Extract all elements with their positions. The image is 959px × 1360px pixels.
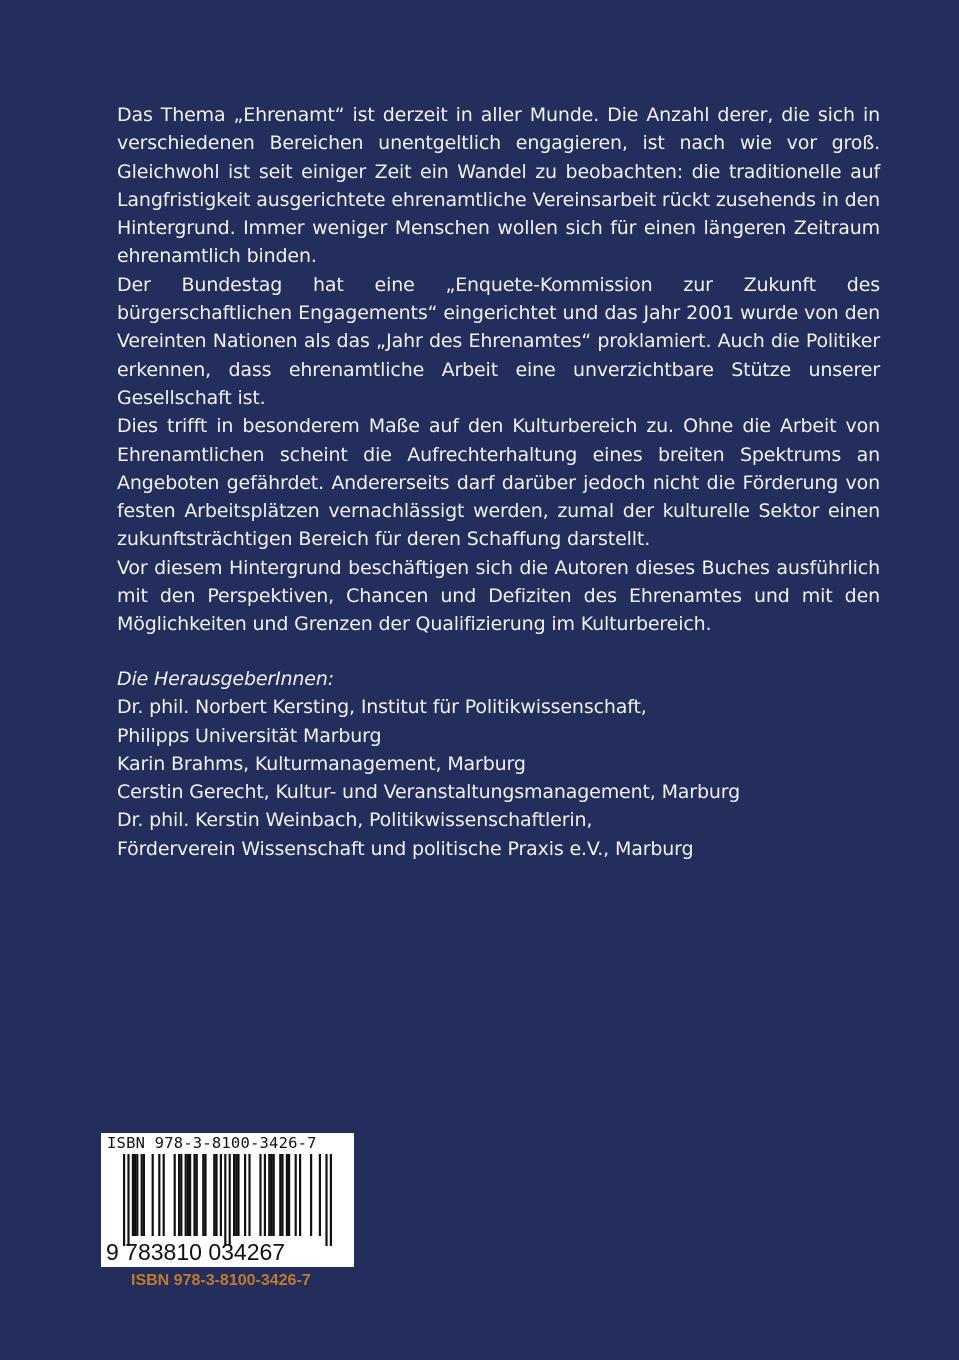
barcode-bar <box>158 1154 160 1236</box>
editors-heading: Die HerausgeberInnen: <box>117 668 334 690</box>
barcode-bar <box>141 1154 143 1236</box>
barcode-bar <box>178 1154 180 1236</box>
barcode-bar <box>229 1154 231 1246</box>
barcode-bar <box>187 1154 189 1236</box>
barcode-bar <box>319 1154 321 1236</box>
barcode-bar <box>310 1154 312 1236</box>
barcode-bar <box>204 1154 206 1236</box>
barcode-bar <box>325 1154 327 1246</box>
barcode-bar <box>244 1154 246 1236</box>
barcode-bar <box>132 1154 134 1236</box>
barcode-bar <box>233 1154 235 1236</box>
editor-line: Dr. phil. Kerstin Weinbach, Politikwissenschaftlerin, <box>117 809 593 832</box>
barcode-bar <box>127 1154 129 1246</box>
barcode-bar <box>224 1154 226 1246</box>
barcode-bar <box>189 1154 191 1236</box>
barcode-bar <box>213 1154 215 1236</box>
description-text <box>117 101 880 639</box>
barcode-bar <box>152 1154 154 1236</box>
barcode-bar <box>295 1154 297 1236</box>
barcode-bar <box>215 1154 217 1236</box>
barcode-bar <box>185 1154 187 1236</box>
editor-line: Karin Brahms, Kulturmanagement, Marburg <box>117 752 526 775</box>
barcode-bar <box>270 1154 272 1236</box>
barcode-bar <box>202 1154 204 1236</box>
barcode-bar <box>163 1154 165 1236</box>
barcode <box>101 1133 354 1267</box>
paragraph-2: Der Bundestag hat eine „Enquete-Kommission zur Zukunft des bürgerschaftlichen Engagements“ eingerichtet und das Jahr 2001 wurde von den Vereinten Nationen als das „Jahr des Ehrenamtes“ proklamiert. Auch die Politiker erkennen, dass ehrenamtliche Arbeit eine unverzichtbare Stütze unserer Gesellschaft ist. <box>117 273 880 409</box>
editors-section <box>117 665 897 863</box>
barcode-bar <box>281 1154 283 1236</box>
editor-line: Dr. phil. Norbert Kersting, Institut für Politikwissenschaft, <box>117 696 647 719</box>
barcode-bar <box>174 1154 176 1236</box>
barcode-bar <box>235 1154 237 1236</box>
barcode-bar <box>143 1154 145 1236</box>
barcode-bar <box>286 1154 288 1236</box>
barcode-bar <box>259 1154 261 1236</box>
barcode-bar <box>299 1154 301 1236</box>
barcode-bar <box>330 1154 332 1246</box>
paragraph-3: Dies trifft in besonderem Maße auf den Kulturbereich zu. Ohne die Arbeit von Ehrenamtlichen scheint die Aufrechterhaltung eines breiten Spektrums an Angeboten gefährdet. Andererseits darf darüber jedoch nicht die Förderung von festen Arbeitsplätzen vernachlässigt werden, zumal der kulturelle Sektor einen zukunftsträchtigen Bereich für deren Schaffung darstellt. <box>117 415 880 551</box>
barcode-bar <box>237 1154 239 1236</box>
paragraph-1: Das Thema „Ehrenamt“ ist derzeit in aller Munde. Die Anzahl derer, die sich in verschiedenen Bereichen unentgeltlich engagieren, ist nach wie vor groß. Gleichwohl ist seit einiger Zeit ein Wandel zu beobachten: die traditionelle auf Langfristigkeit ausgerichtete ehrenamtliche Vereinsarbeit rückt zusehends in den Hintergrund. Immer weniger Menschen wollen sich für einen längeren Zeitraum ehrenamtlich binden. <box>117 104 880 268</box>
barcode-bar <box>220 1154 222 1236</box>
barcode-bar <box>279 1154 281 1236</box>
editor-line: Cerstin Gerecht, Kultur- und Veranstaltungsmanagement, Marburg <box>117 781 741 804</box>
barcode-isbn-label: ISBN 978-3-8100-3426-7 <box>107 1134 317 1152</box>
barcode-bar <box>196 1154 198 1236</box>
barcode-bar <box>134 1154 136 1236</box>
isbn-text: ISBN 978-3-8100-3426-7 <box>131 1272 311 1289</box>
editor-line: Förderverein Wissenschaft und politische Praxis e.V., Marburg <box>117 837 694 860</box>
barcode-bar <box>264 1154 266 1236</box>
barcode-digits: 9 783810 034267 <box>106 1239 286 1265</box>
paragraph-4: Vor diesem Hintergrund beschäftigen sich die Autoren dieses Buches ausführlich mit den Perspektiven, Chancen und Defiziten des Ehrenamtes und mit den Möglichkeiten und Grenzen der Qualifizierung im Kulturbereich. <box>117 556 880 636</box>
barcode-bar <box>123 1154 125 1246</box>
barcode-bar <box>193 1154 195 1236</box>
barcode-bar <box>136 1154 138 1236</box>
barcode-bar <box>268 1154 270 1236</box>
barcode-bar <box>273 1154 275 1236</box>
editor-line: Philipps Universität Marburg <box>117 724 382 747</box>
barcode-bar <box>288 1154 290 1236</box>
barcode-bar <box>180 1154 182 1236</box>
barcode-bar <box>248 1154 250 1236</box>
